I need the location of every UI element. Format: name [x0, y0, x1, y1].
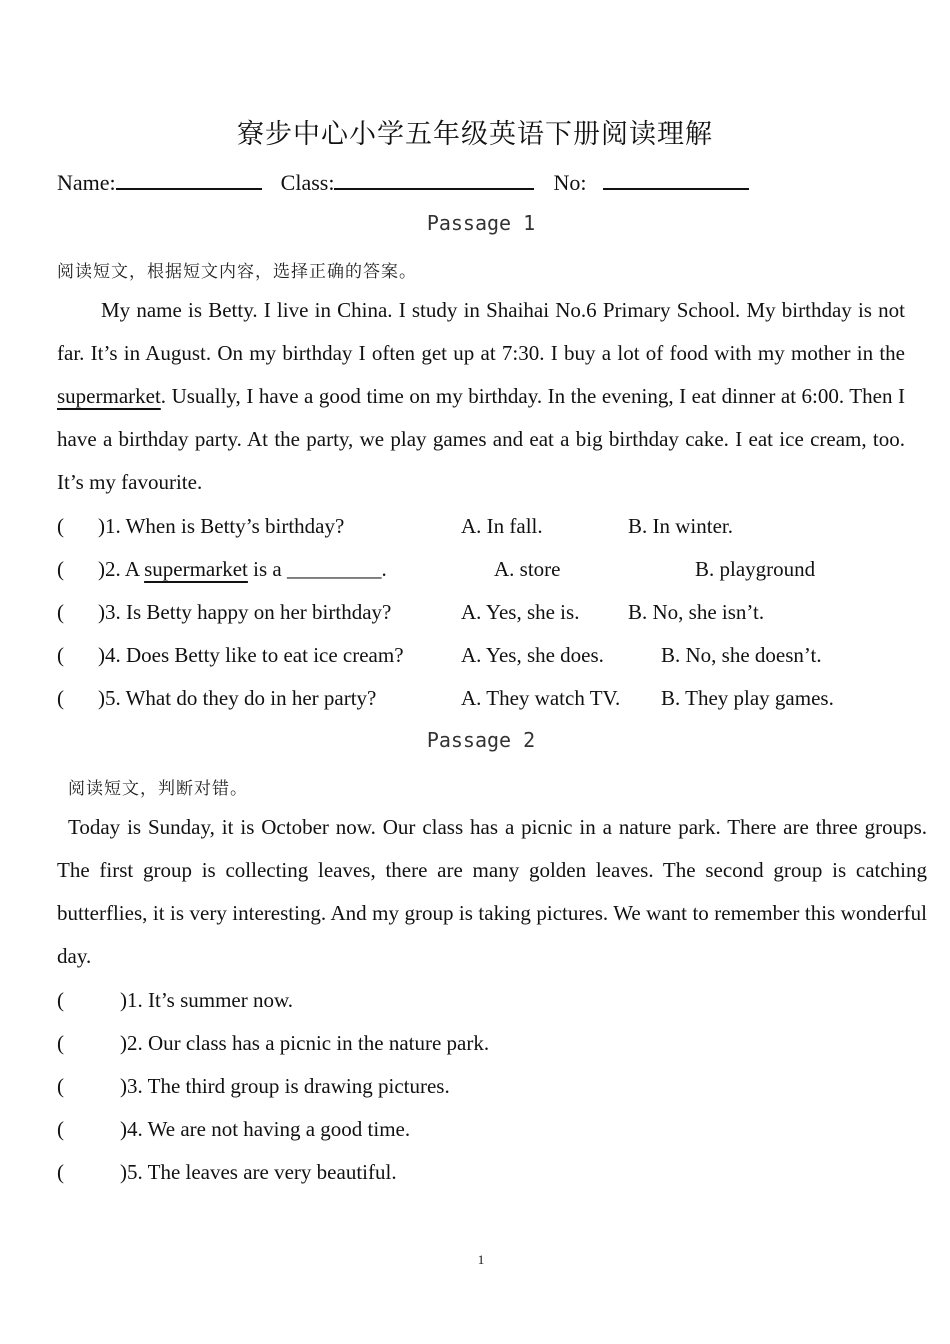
answer-paren[interactable]: ( — [57, 988, 64, 1012]
passage-1-text — [57, 289, 905, 504]
question-text: )2. A supermarket is a _________. — [98, 557, 387, 581]
answer-paren[interactable]: ( — [57, 557, 64, 581]
answer-paren[interactable]: ( — [57, 514, 64, 538]
passage-1-text-after: . Usually, I have a good time on my birthday. In the evening, I eat dinner at 6:00. Then I have a birthday party. At the party, we play games and eat a big birthday cake. I eat ice cream, too. It’s my favourite. — [57, 384, 905, 494]
statement-text: )5. The leaves are very beautiful. — [120, 1160, 397, 1184]
question-text: )1. When is Betty’s birthday? — [98, 514, 345, 538]
answer-paren[interactable]: ( — [57, 600, 64, 624]
option-a: A. store — [494, 557, 561, 581]
student-info-row — [57, 166, 749, 196]
option-a: A. They watch TV. — [461, 686, 621, 710]
question-text: )4. Does Betty like to eat ice cream? — [98, 643, 404, 667]
answer-paren[interactable]: ( — [57, 643, 64, 667]
question-text: )3. Is Betty happy on her birthday? — [98, 600, 392, 624]
passage-2-text — [57, 806, 927, 978]
page-title: 寮步中心小学五年级英语下册阅读理解 — [237, 119, 713, 150]
passage-2-instruction: 阅读短文，判断对错。 — [68, 779, 248, 799]
option-b: B. playground — [695, 557, 816, 581]
answer-paren[interactable]: ( — [57, 1074, 64, 1098]
statement-text: )2. Our class has a picnic in the nature park. — [120, 1031, 490, 1055]
option-a: A. In fall. — [461, 514, 543, 538]
option-b: B. In winter. — [628, 514, 733, 538]
passage-2-label: Passage 2 — [426, 728, 536, 752]
passage-2-body: Today is Sunday, it is October now. Our class has a picnic in a nature park. There are three groups. The first group is collecting leaves, there are many golden leaves. The second group is catching butterflies, it is very interesting. And my group is taking pictures. We want to remember this wonderful day. — [57, 815, 927, 968]
class-blank[interactable] — [334, 166, 534, 190]
statement-text: )4. We are not having a good time. — [120, 1117, 411, 1141]
option-a: A. Yes, she does. — [461, 643, 604, 667]
no-label: No: — [553, 170, 587, 195]
option-b: B. No, she isn’t. — [628, 600, 765, 624]
answer-paren[interactable]: ( — [57, 1160, 64, 1184]
page-number: 1 — [477, 1252, 485, 1267]
answer-paren[interactable]: ( — [57, 686, 64, 710]
question-text: )5. What do they do in her party? — [98, 686, 377, 710]
passage-1-text-before: My name is Betty. I live in China. I study in Shaihai No.6 Primary School. My birthday is not far. It’s in August. On my birthday I often get up at 7:30. I buy a lot of food with my mother in the — [57, 298, 905, 365]
statement-text: )1. It’s summer now. — [120, 988, 294, 1012]
name-blank[interactable] — [116, 166, 262, 190]
question-underlined-word: supermarket — [144, 557, 248, 581]
answer-paren[interactable]: ( — [57, 1117, 64, 1141]
option-a: A. Yes, she is. — [461, 600, 580, 624]
passage-1-label: Passage 1 — [426, 211, 536, 235]
option-b: B. No, she doesn’t. — [661, 643, 822, 667]
passage-1-underlined-word: supermarket — [57, 384, 161, 408]
statement-text: )3. The third group is drawing pictures. — [120, 1074, 450, 1098]
class-label: Class: — [280, 170, 335, 195]
passage-1-instruction: 阅读短文，根据短文内容，选择正确的答案。 — [57, 262, 417, 282]
name-label: Name: — [57, 170, 116, 195]
answer-paren[interactable]: ( — [57, 1031, 64, 1055]
option-b: B. They play games. — [661, 686, 834, 710]
no-blank[interactable] — [603, 166, 749, 190]
